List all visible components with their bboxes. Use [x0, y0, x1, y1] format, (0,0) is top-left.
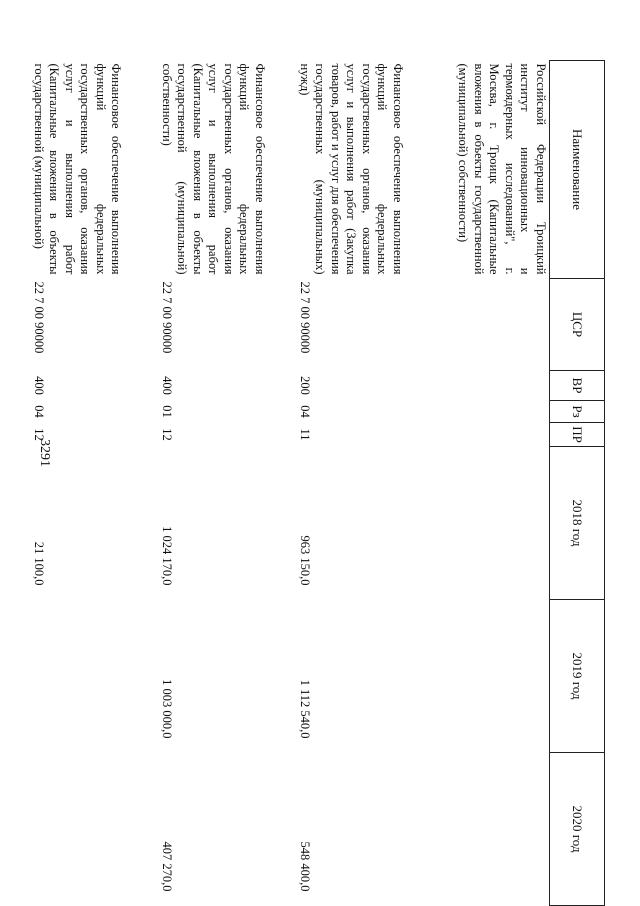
- row-csr: 22 7 00 90000: [298, 281, 312, 354]
- row-pr: [442, 423, 550, 447]
- row-rz: [442, 401, 550, 423]
- row-name: Финансовое обеспечение выполнения функций федеральных государственных органов, оказания услуг и выполнения работ (Закупка товаров, работ и услуг для обеспечения государственных (муниципальных) нужд): [298, 63, 405, 275]
- table-row: [158, 61, 296, 906]
- row-pr: 12: [32, 428, 46, 441]
- row-2018: 1 024 170,0: [160, 526, 174, 586]
- header-csr: ЦСР: [550, 279, 605, 371]
- row-2020: 407 270,0: [160, 841, 174, 892]
- header-2018: 2018 год: [550, 447, 605, 600]
- row-vr: 200: [298, 376, 312, 395]
- header-row: [550, 61, 605, 906]
- table-row: [30, 61, 158, 906]
- row-2019: [442, 600, 550, 753]
- row-csr: 22 7 00 90000: [32, 281, 46, 354]
- row-name: Финансовое обеспечение выполнения функций федеральных государственных органов, оказания услуг и выполнения работ (Капитальные вложения в объекты государственной (муниципальной): [32, 63, 124, 275]
- row-2018: 21 100,0: [32, 541, 46, 586]
- row-pr: 12: [160, 428, 174, 441]
- row-2019: 1 112 540,0: [298, 679, 312, 739]
- header-vr: ВР: [550, 371, 605, 401]
- row-rz: 01: [160, 405, 174, 418]
- row-rz: 04: [32, 405, 46, 418]
- page-number: 3291: [37, 439, 52, 467]
- row-2020: [442, 753, 550, 906]
- header-2019: 2019 год: [550, 600, 605, 753]
- row-2018: 963 150,0: [298, 535, 312, 586]
- row-rz: 04: [298, 405, 312, 418]
- row-name: Российской Федерации Троицкий институт инновационных и термоядерных исследований", г. Москва, г. Троицк (Капитальные вложения в объекты государственной (муниципальной) собственности): [456, 63, 548, 275]
- row-pr: 11: [298, 428, 312, 441]
- header-name: Наименование: [550, 61, 605, 279]
- row-vr: 400: [32, 376, 46, 395]
- table-row: [442, 61, 550, 906]
- budget-table: [30, 60, 606, 906]
- row-2019: [30, 600, 158, 753]
- row-name: Финансовое обеспечение выполнения функций федеральных государственных органов, оказания услуг и выполнения работ (Капитальные вложения в объекты государственной (муниципальной) собственности): [160, 63, 267, 275]
- row-csr: 22 7 00 90000: [160, 281, 174, 354]
- table-row: [296, 61, 442, 906]
- header-rz: Рз: [550, 401, 605, 423]
- row-csr: [442, 279, 550, 371]
- row-vr: [442, 371, 550, 401]
- row-2020: [30, 753, 158, 906]
- row-2019: 1 003 000,0: [160, 679, 174, 739]
- header-pr: ПР: [550, 423, 605, 447]
- row-vr: 400: [160, 376, 174, 395]
- row-2018: [442, 447, 550, 600]
- header-2020: 2020 год: [550, 753, 605, 906]
- row-2020: 548 400,0: [298, 841, 312, 892]
